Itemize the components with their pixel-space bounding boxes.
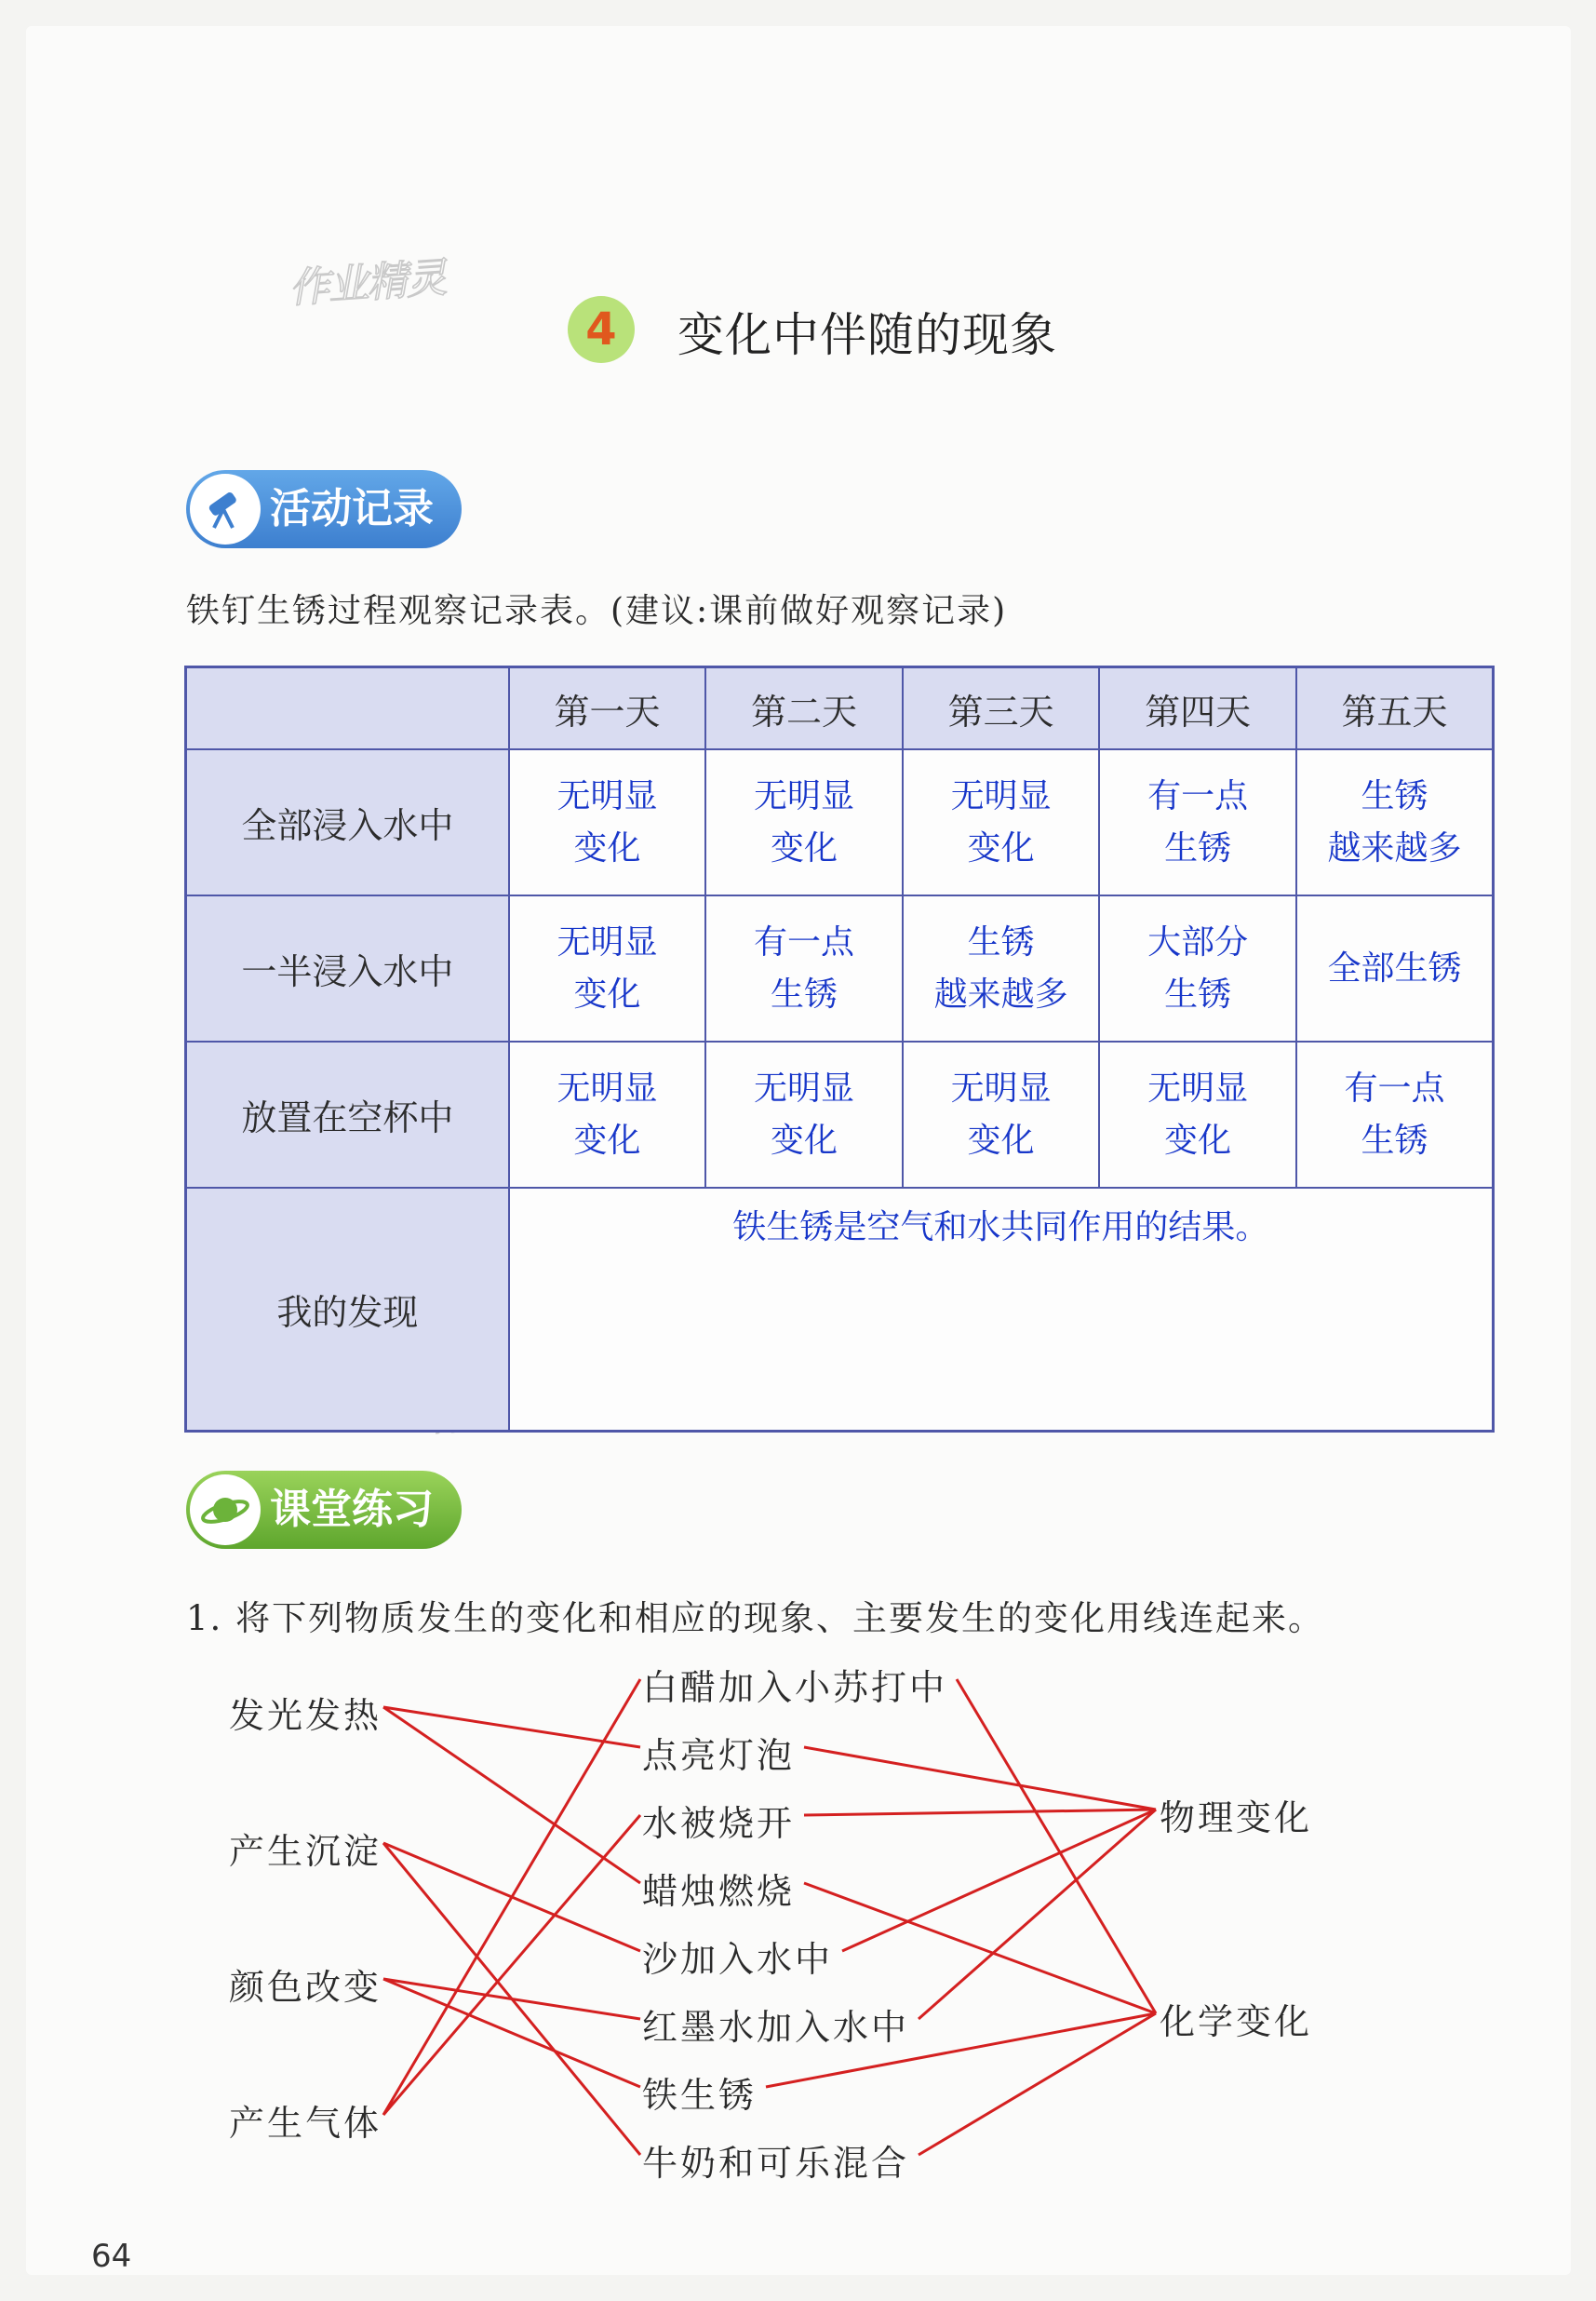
substance-label: 水被烧开 (642, 1803, 796, 1844)
answer-cell: 有一点 生锈 (1099, 749, 1296, 895)
change-link-line (919, 1810, 1156, 2019)
answer-cell: 无明显 变化 (509, 1042, 706, 1188)
day-header: 第一天 (509, 667, 706, 750)
page-number: 64 (91, 2238, 132, 2275)
answer-cell: 无明显 变化 (509, 895, 706, 1042)
row-label: 全部浸入水中 (186, 749, 509, 895)
change-label: 化学变化 (1160, 2001, 1313, 2042)
answer-cell: 全部生锈 (1296, 895, 1494, 1042)
table-intro: 铁钉生锈过程观察记录表。(建议:课前做好观察记录) (186, 592, 1008, 630)
substance-label: 沙加入水中 (642, 1939, 834, 1980)
answer-cell: 有一点 生锈 (1296, 1042, 1494, 1188)
finding-answer: 铁生锈是空气和水共同作用的结果。 (509, 1188, 1494, 1432)
change-link-line (804, 1747, 1156, 1810)
substance-label: 红墨水加入水中 (642, 2007, 910, 2048)
answer-cell: 生锈 越来越多 (903, 895, 1100, 1042)
day-header: 第五天 (1296, 667, 1494, 750)
change-label: 物理变化 (1160, 1797, 1313, 1838)
phenomenon-label: 产生沉淀 (229, 1831, 382, 1872)
day-header: 第四天 (1099, 667, 1296, 750)
phenomenon-link-line (383, 1679, 640, 2115)
answer-cell: 无明显 变化 (903, 1042, 1100, 1188)
answer-cell: 大部分 生锈 (1099, 895, 1296, 1042)
day-header: 第二天 (705, 667, 903, 750)
day-header: 第三天 (903, 667, 1100, 750)
answer-cell: 无明显 变化 (509, 749, 706, 895)
change-link-line (804, 1810, 1156, 1815)
answer-cell: 无明显 变化 (705, 749, 903, 895)
substance-label: 铁生锈 (642, 2075, 758, 2116)
change-link-line (804, 1883, 1156, 2013)
answer-cell: 有一点 生锈 (705, 895, 903, 1042)
section-title: 活动记录 (270, 485, 434, 532)
answer-cell: 生锈 越来越多 (1296, 749, 1494, 895)
finding-label: 我的发现 (186, 1188, 509, 1432)
phenomenon-link-line (383, 1707, 640, 1883)
phenomenon-label: 发光发热 (229, 1695, 382, 1736)
change-link-line (842, 1810, 1156, 1951)
phenomenon-label: 颜色改变 (229, 1967, 382, 2008)
answer-cell: 无明显 变化 (1099, 1042, 1296, 1188)
phenomenon-link-line (383, 1979, 640, 2019)
row-label: 放置在空杯中 (186, 1042, 509, 1188)
phenomenon-label: 产生气体 (229, 2103, 382, 2144)
watermark: 作业精灵 (287, 254, 447, 313)
substance-label: 牛奶和可乐混合 (642, 2143, 910, 2184)
lesson-number-badge: 4 (568, 296, 635, 363)
row-label: 一半浸入水中 (186, 895, 509, 1042)
question-1: 1. 将下列物质发生的变化和相应的现象、主要发生的变化用线连起来。 (186, 1598, 1325, 1638)
substance-label: 白醋加入小苏打中 (642, 1667, 948, 1708)
substance-label: 点亮灯泡 (642, 1735, 796, 1776)
section-title: 课堂练习 (270, 1486, 434, 1533)
lesson-title: 变化中伴随的现象 (677, 308, 1057, 362)
substance-label: 蜡烛燃烧 (642, 1871, 796, 1912)
change-link-line (957, 1679, 1156, 2013)
answer-cell: 无明显 变化 (903, 749, 1100, 895)
phenomenon-link-line (383, 1707, 640, 1747)
answer-cell: 无明显 变化 (705, 1042, 903, 1188)
